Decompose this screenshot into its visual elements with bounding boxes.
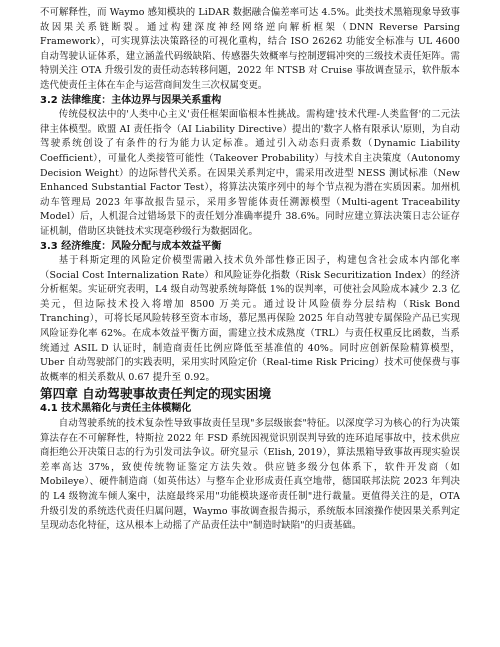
body-paragraph: 自动驾驶系统的技术复杂性导致事故责任呈现"多层级嵌套"特征。以深度学习为核心的行为决策算法存在不可解释性，特斯拉 2022 年 FSD 系统因视觉识别误判导致的连环追尾事故中，技术供应商拒绝公开决策日志的行为引发司法争议。研究显示（Elish, 2019），算法黑箱导致事故再现实验误差率高达 37%，致使传统物证鉴定方法失效。供应链多级分包体系下，软件开发商（如 Mobileye）、硬件制造商（如英伟达）与整车企业形成责任真空地带，德国联邦法院 2023 年判决的 L4 级物流车倾人案中，法庭最终采用"功能模块逐帝责任制"进行裁量。更值得关注的是，OTA 升级引发的系统迭代责任归属问题，Waymo 事故调查报告揭示，系统版本回滚操作使因果关系判定呈现动态化特征，这从根本上动摇了产品责任法中"制造时缺陷"的归责基础。	[40, 418, 460, 532]
body-paragraph: 传统侵权法中的'人类中心主义'责任框架面临根本性挑战。需构建'技术代理-人类监督'的二元法律主体模型。欧盟 AI 责任指令（AI Liability Directive）提出的'数字人格有限承认'原则，为自动驾驶系统创设了有条件的行为能力认定标准。通过引入动态归责系数（Dynamic Liability Coefficient），可量化人类接管可能性（Takeover Probability）与技术自主决策度（Autonomy Decision Weight）的边际替代关系。在因果关系判定中，需采用改进型 NESS 测试标准（New Enhanced Substantial Factor Test），将算法决策序列中的每个节点视为潜在实质因素。加州机动车管理局 2023 年事故报告显示，采用多智能体责任溯源模型（Multi-agent Traceability Model）后，人机混合过错场景下的责任划分准确率提升 38.6%。同时应建立算法决策日志公证存证机制，借助区块链技术实现毫秒级行为数据固化。	[40, 109, 460, 237]
section-heading-3-2: 3.2 法律维度：主体边界与因果关系重构	[40, 94, 222, 106]
body-paragraph: 基于科斯定理的风险定价模型需融入技术负外部性修正因子，构建包含社会成本内部化率（Social Cost Internalization Rate）和风险证券化指数（Risk Securitization Index）的经济分析框架。实证研究表明，L4 级自动驾驶系统每降低 1%的误判率，可使社会风险成本减少 2.3 亿美元，但边际技术投入将增加 8500 万美元。通过设计风险债券分层结构（Risk Bond Tranching），可将长尾风险转移至资本市场，慕尼黑再保险 2025 年自动驾驶专属保险产品已实现风险证券化率 62%。在成本效益平衡方面，需建立技术成熟度（TRL）与责任权重反比函数，当系统通过 ASIL D 认证时，制造商责任比例应降低至基准值的 40%。同时应创新保险精算模型，Uber 自动驾驶部门的实践表明，采用实时风险定价（Real-time Risk Pricing）技术可使保费与事故概率的相关系数从 0.67 提升至 0.92。	[40, 255, 461, 383]
section-heading-3-3: 3.3 经济维度：风险分配与成本效益平衡	[40, 240, 222, 252]
section-heading-4-1: 4.1 技术黑箱化与责任主体模糊化	[40, 403, 192, 415]
chapter-heading-4: 第四章 自动驾驶事故责任判定的现实困境	[40, 386, 272, 402]
body-paragraph: 不可解释性，而 Waymo 感知模块的 LiDAR 数据融合偏差率可达 4.5%。此类技术黑箱现象导致事故因果关系链断裂。通过构建深度神经网络逆向解析框架（DNN Reverse Parsing Framework），可实现算法决策路径的可视化重构，结合 ISO 26262 功能安全标准与 UL 4600 自动驾驶认证体系，建立涵盖代码级缺陷、传感器失效概率与控制逻辑冲突的三级技术责任矩阵。需特别关注 OTA 升级引发的责任动态转移问题，2022 年 NTSB 对 Cruise 事故调查显示，软件版本迭代使责任主体在车企与运营商间发生三次权属变更。	[40, 7, 460, 91]
